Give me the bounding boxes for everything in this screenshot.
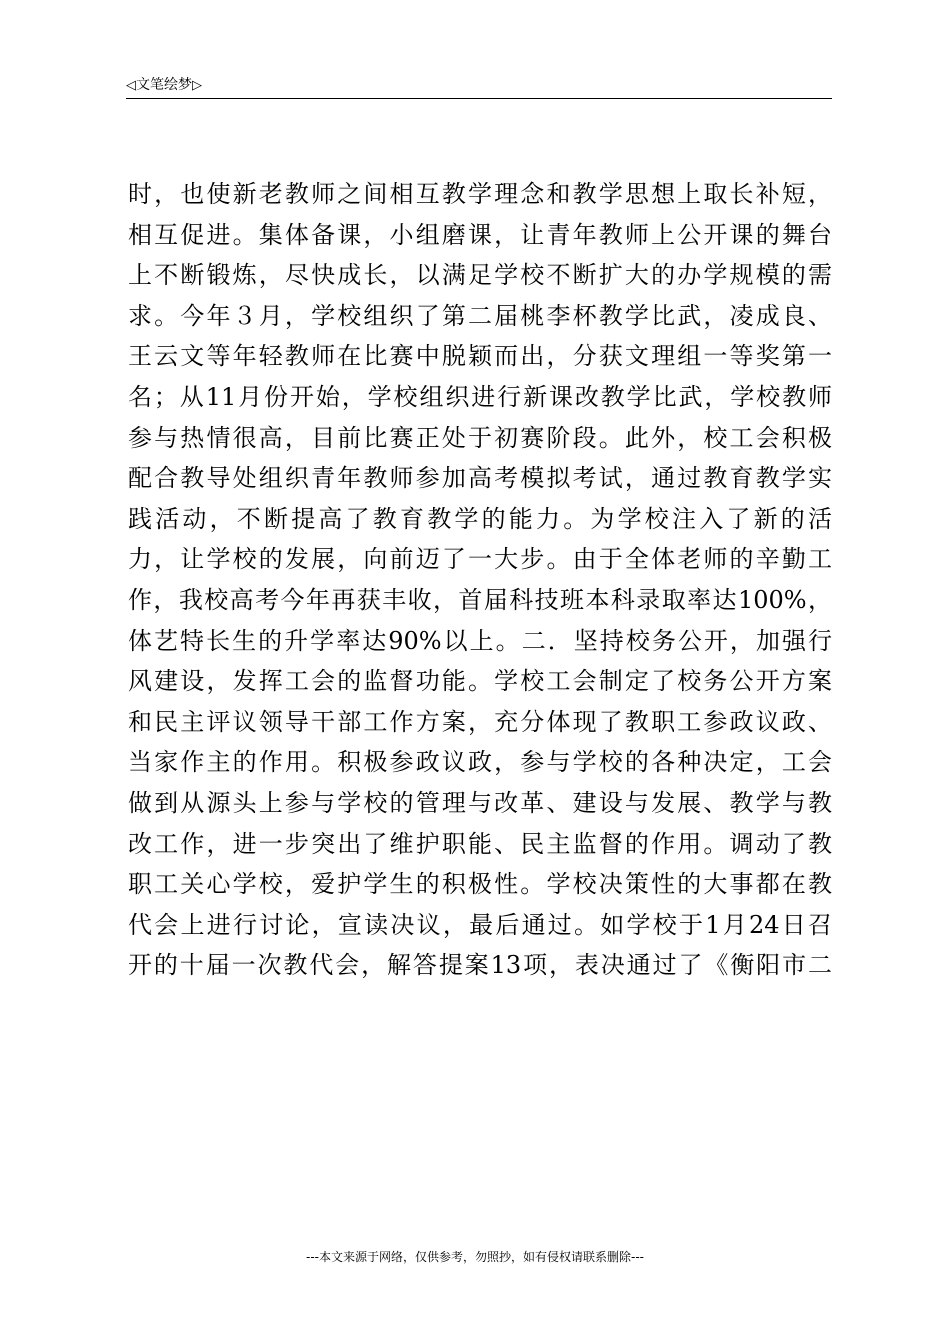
header-title: 文笔绘梦 (136, 77, 192, 93)
body-line: 力，让学校的发展，向前迈了一大步。由于全体老师的辛勤工 (128, 545, 832, 574)
body-line: 上不断锻炼，尽快成长，以满足学校不断扩大的办学规模的需 (128, 261, 832, 290)
body-line: 求。今年３月，学校组织了第二届桃李杯教学比武，凌成良、 (128, 301, 832, 330)
body-line: 时，也使新老教师之间相互教学理念和教学思想上取长补短， (128, 180, 832, 208)
body-line: 配合教导处组织青年教师参加高考模拟考试，通过教育教学实 (128, 464, 832, 493)
header-logo (126, 76, 202, 95)
body-line: 践活动，不断提高了教育教学的能力。为学校注入了新的活 (128, 504, 832, 533)
body-line: 职工关心学校，爱护学生的积极性。学校决策性的大事都在教 (128, 870, 832, 899)
right-triangle-icon: ▷ (192, 78, 202, 93)
body-line: 相互促进。集体备课，小组磨课，让青年教师上公开课的舞台 (128, 220, 832, 249)
body-line: 代会上进行讨论，宣读决议，最后通过。如学校于1月24日召 (128, 910, 832, 939)
body-line: 王云文等年轻教师在比赛中脱颖而出，分获文理组一等奖第一 (128, 342, 832, 371)
body-line: 和民主评议领导干部工作方案，充分体现了教职工参政议政、 (128, 707, 832, 736)
document-body (128, 174, 832, 986)
left-triangle-icon: ◁ (126, 78, 136, 93)
page-header (126, 74, 832, 99)
body-line: 作，我校高考今年再获丰收，首届科技班本科录取率达100%， (128, 585, 832, 614)
body-line: 开的十届一次教代会，解答提案13项，表决通过了《衡阳市二 (128, 951, 832, 980)
body-line: 体艺特长生的升学率达90%以上。二．坚持校务公开，加强行 (128, 626, 832, 655)
body-line: 名；从11月份开始，学校组织进行新课改教学比武，学校教师 (128, 382, 832, 411)
page-footer: ---本文来源于网络，仅供参考，勿照抄，如有侵权请联系删除--- (306, 1250, 644, 1264)
body-line: 风建设，发挥工会的监督功能。学校工会制定了校务公开方案 (128, 667, 832, 696)
body-line: 当家作主的作用。积极参政议政，参与学校的各种决定，工会 (128, 748, 832, 777)
body-line: 参与热情很高，目前比赛正处于初赛阶段。此外，校工会积极 (128, 423, 832, 452)
body-line: 做到从源头上参与学校的管理与改革、建设与发展、教学与教 (128, 788, 832, 817)
body-line: 改工作，进一步突出了维护职能、民主监督的作用。调动了教 (128, 829, 832, 858)
